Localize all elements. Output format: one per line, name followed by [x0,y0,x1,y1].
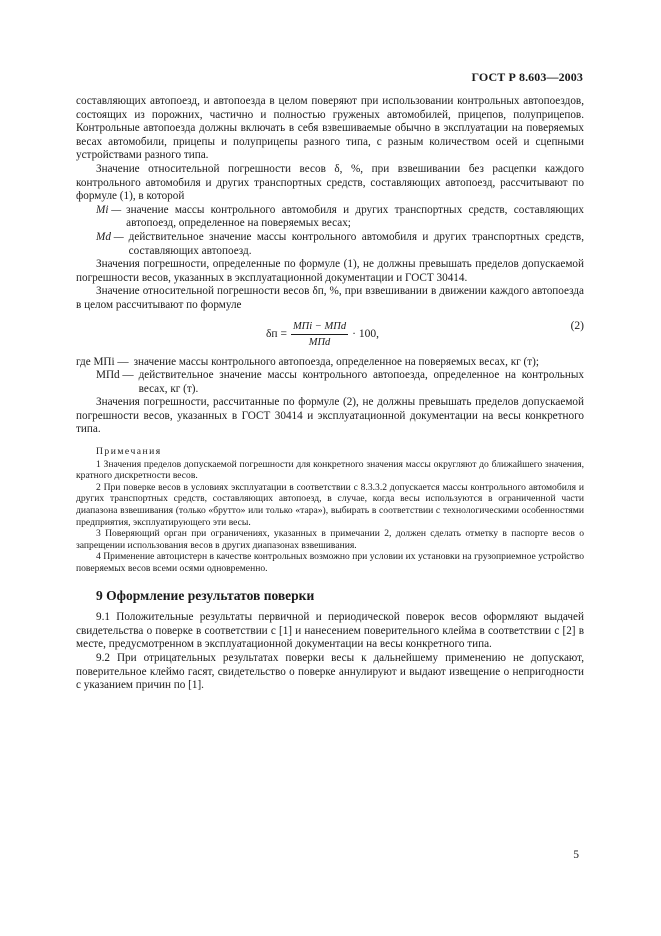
formula-denominator: MПd [308,337,331,349]
document-id-header: ГОСТ Р 8.603—2003 [471,70,583,84]
paragraph-relative-error-delta: Значение относительной погрешности весов δ, %, при взвешивании без расцепки каждого контрольного автомобиля и других транспортных средств, составляющих автопоезд, рассчитывают по формуле (1), в которой [76,162,584,203]
paragraph-relative-error-delta-p: Значение относительной погрешности весов δп, %, при взвешивании в движении каждого автопоезда в целом рассчитывают по формуле [76,285,584,311]
definition-term: Md — [96,230,124,243]
note-1: 1 Значения пределов допускаемой погрешности для конкретного значения массы округляют до ближайшего значения, кратного дискретности весов. [76,458,584,482]
paragraph-9-2: 9.2 При отрицательных результатах поверки весы к дальнейшему применению не допускают, поверительное клеймо гасят, свидетельство о поверке аннулируют и выдают извещение о непригодности с указанием причин по [1]. [76,651,584,692]
formula-numerator: MПi − MПd [291,320,348,336]
paragraph-continuation: составляющих автопоезд, и автопоезда в целом поверяют при использовании контрольных автопоездов, состоящих из порожних, частично и полностью груженых автомобилей, прицепов, полуприцепов. Контрольные автопоезда должны включать в себя взвешиваемые обычно в эксплуатации на поверяемых весах автомобили, прицепы и полуприцепы разного типа, с разным количеством осей и сцепными устройствами разного типа. [76,95,584,162]
note-2: 2 При поверке весов в условиях эксплуатации в соответствии с 8.3.3.2 допускается массы контрольного автомобиля и других транспортных средств, составляющих автопоезд, в случае, когда весы используются в ограниченной части диапазона взвешивания (только «брутто» или только «тара»), выбирать в соответствии с технологическими особенностями предприятия, эксплуатирующего эти весы. [76,481,584,528]
section-9-title: 9 Оформление результатов поверки [96,587,315,603]
paragraph-9-1: 9.1 Положительные результаты первичной и периодической поверок весов оформляют выдачей свидетельства о поверке в соответствии с [1] и нанесением поверительного клейма в соответствии с [2] в месте, предусмотренном в эксплуатационной документации на весы конкретного типа. [76,611,584,651]
note-3: 3 Поверяющий орган при ограничениях, указанных в примечании 2, должен сделать отметку в паспорте весов о запрещении использования весов в других диапазонах взвешивания. [76,528,584,551]
formula-fraction [291,320,348,350]
formula-lhs: δп = [266,327,287,340]
definition-mpd [76,369,584,396]
note-4: 4 Применение автоцистерн в качестве контрольных возможно при условии их установки на грузоприемное устройство поверяемых весов всеми осями одновременно. [76,551,584,574]
formula-tail: · 100, [352,327,379,340]
page-number: 5 [573,849,579,861]
definition-term: где MПi — [76,355,129,368]
paragraph-formula2-limits: Значения погрешности, рассчитанные по формуле (2), не должны превышать пределов допускаемой погрешности весов, указанных в ГОСТ 30414 и эксплуатационной документации на весы конкретного типа. [76,396,584,436]
formula-number: (2) [570,319,584,332]
formula-2 [76,318,584,352]
definition-desc: действительное значение массы контрольного автомобиля и других транспортных средств, составляющих автопоезд. [128,230,584,257]
definition-mpi [76,356,584,370]
page-body [76,95,584,693]
notes-heading: Примечания [96,446,162,458]
definition-desc: действительное значение массы контрольного автопоезда, определенное на контрольных весах, кг (т). [138,369,584,395]
notes-block [76,446,584,575]
definition-term: Mi — [96,203,122,216]
definition-desc: значение массы контрольного автопоезда, определенное на поверяемых весах, кг (т); [133,355,540,368]
definition-md [76,231,584,258]
paragraph-formula1-limits: Значения погрешности, определенные по формуле (1), не должны превышать пределов допускаемой погрешности весов, указанных в эксплуатационной документации и ГОСТ 30414. [76,258,584,284]
definition-mi [76,204,584,231]
definition-term: MПd — [96,369,134,382]
definition-desc: значение массы контрольного автомобиля и других транспортных средств, составляющих автопоезд, определенное на поверяемых весах; [126,203,584,230]
formula-body [266,320,379,350]
